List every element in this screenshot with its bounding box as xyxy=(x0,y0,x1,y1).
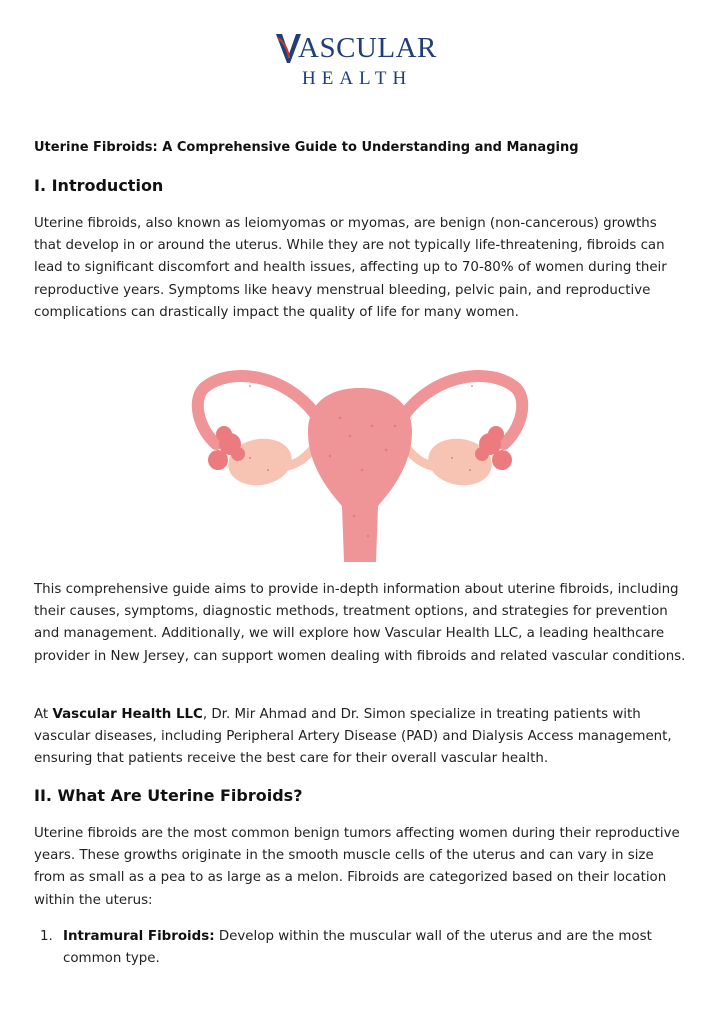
at-rest: , Dr. Mir Ahmad and Dr. Simon specialize in treating patients with vascular diseases, including Peripheral Artery Disease (PAD) and Dialysis Access management, ensuring that patients receive the best care for their overall vascular health. xyxy=(34,707,672,767)
list-item-number: 1. xyxy=(40,929,53,944)
list-item-text: Develop within the muscular wall of the uterus and are the most common type. xyxy=(63,929,652,967)
paragraph-guide-overview: This comprehensive guide aims to provide in-depth information about uterine fibroids, including their causes, symptoms, diagnostic methods, treatment options, and strategies for prevention and management. Additionally, we will explore how Vascular Health LLC, a leading healthcare provider in New Jersey, can support women dealing with fibroids and related vascular conditions. xyxy=(34,582,686,664)
brand-name-bold: Vascular Health LLC xyxy=(52,707,203,722)
document-title: Uterine Fibroids: A Comprehensive Guide to Understanding and Managing xyxy=(34,140,579,155)
vascular-health-logo xyxy=(0,28,720,98)
paragraph-what-are-fibroids: Uterine fibroids are the most common benign tumors affecting women during their reproductive years. These growths originate in the smooth muscle cells of the uterus and can vary in size from as small as a pea to as large as a melon. Fibroids are categorized based on their location within the uterus: xyxy=(34,826,680,908)
list-item xyxy=(63,926,683,970)
uterus-illustration xyxy=(190,366,530,566)
section-heading-introduction: I. Introduction xyxy=(34,176,164,195)
paragraph-vascular-health xyxy=(34,704,686,771)
logo-text-vascular: ASCULAR xyxy=(298,32,437,64)
logo-text-health: HEALTH xyxy=(302,68,413,89)
section-heading-what-are-fibroids: II. What Are Uterine Fibroids? xyxy=(34,786,303,805)
paragraph-introduction: Uterine fibroids, also known as leiomyomas or myomas, are benign (non-cancerous) growths that develop in or around the uterus. While they are not typically life-threatening, fibroids can lead to significant discomfort and health issues, affecting up to 70-80% of women during their reproductive years. Symptoms like heavy menstrual bleeding, pelvic pain, and reproductive complications can drastically impact the quality of life for many women. xyxy=(34,216,667,320)
list-item-term: Intramural Fibroids: xyxy=(63,929,215,944)
at-prefix: At xyxy=(34,707,53,722)
